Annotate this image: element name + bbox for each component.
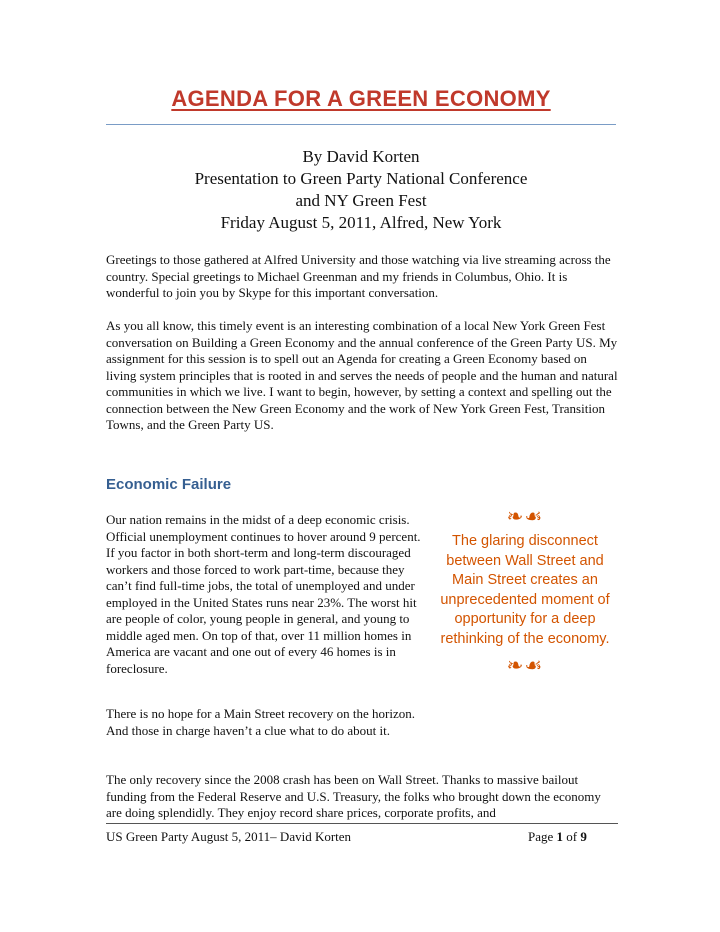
intro-paragraph-2: As you all know, this timely event is an interesting combination of a local New York Green Fest conversation on Building a Green Economy and the annual conference of the Green Party US. My assignment for this session is to spell out an Agenda for creating a Green Economy based on living system principles that is rooted in and serves the needs of people and the human and natural communities in which we live. I want to begin, however, by setting a context and spelling out the connection between the New Green Economy and the work of New York Green Fest, Transition Towns, and the Green Party US. — [106, 318, 618, 432]
intro-paragraph-1: Greetings to those gathered at Alfred University and those watching via live streaming across the country. Special greetings to Michael Greenman and my friends in Columbus, Ohio. It is wonderful to join you by Skype for this important conversation. — [106, 252, 611, 300]
closing-paragraph: The only recovery since the 2008 crash has been on Wall Street. Thanks to massive bailout funding from the Federal Reserve and U.S. Treasury, the folks who brought down the economy are doing splendidly. They enjoy record share prices, corporate profits, and — [106, 772, 601, 820]
column-paragraph-2: There is no hope for a Main Street recovery on the horizon. And those in charge haven’t a clue what to do about it. — [106, 706, 416, 738]
byline-block — [106, 146, 616, 234]
footer-left-text: US Green Party August 5, 2011– David Korten — [106, 829, 352, 844]
ornament-top-icon: ❧☙ — [506, 506, 544, 528]
footer-page-indicator — [528, 829, 587, 845]
byline-date-location: Friday August 5, 2011, Alfred, New York — [220, 213, 502, 232]
of-word: of — [566, 829, 578, 844]
pull-quote-text: The glaring disconnect between Wall Street and Main Street creates an unprecedented moment of opportunity for a deep rethinking of the economy. — [440, 533, 610, 647]
column-paragraph-1: Our nation remains in the midst of a deep economic crisis. Official unemployment continues to hover around 9 percent. If you factor in both short-term and long-term discouraged workers and those forced to work part-time, because they can’t find full-time jobs, the total of unemployed and under employed in the United States runs near 23%. The worst hit are people of color, young people in general, and young to middle aged men. On top of that, over 11 million homes in America are vacant and one out of every 46 homes is in foreclosure. — [106, 512, 421, 676]
byline-event-2: and NY Green Fest — [295, 191, 427, 210]
total-pages: 9 — [580, 829, 587, 844]
page-number: 1 — [556, 829, 564, 844]
page-word: Page — [528, 829, 554, 844]
pull-quote — [434, 506, 616, 677]
title-divider — [106, 124, 616, 125]
byline-event: Presentation to Green Party National Conference — [194, 169, 528, 188]
section-heading: Economic Failure — [106, 476, 232, 493]
document-title: AGENDA FOR A GREEN ECONOMY — [171, 86, 551, 111]
byline-author: By David Korten — [302, 147, 420, 166]
ornament-bottom-icon: ❧☙ — [506, 655, 544, 677]
footer-divider — [106, 823, 618, 824]
